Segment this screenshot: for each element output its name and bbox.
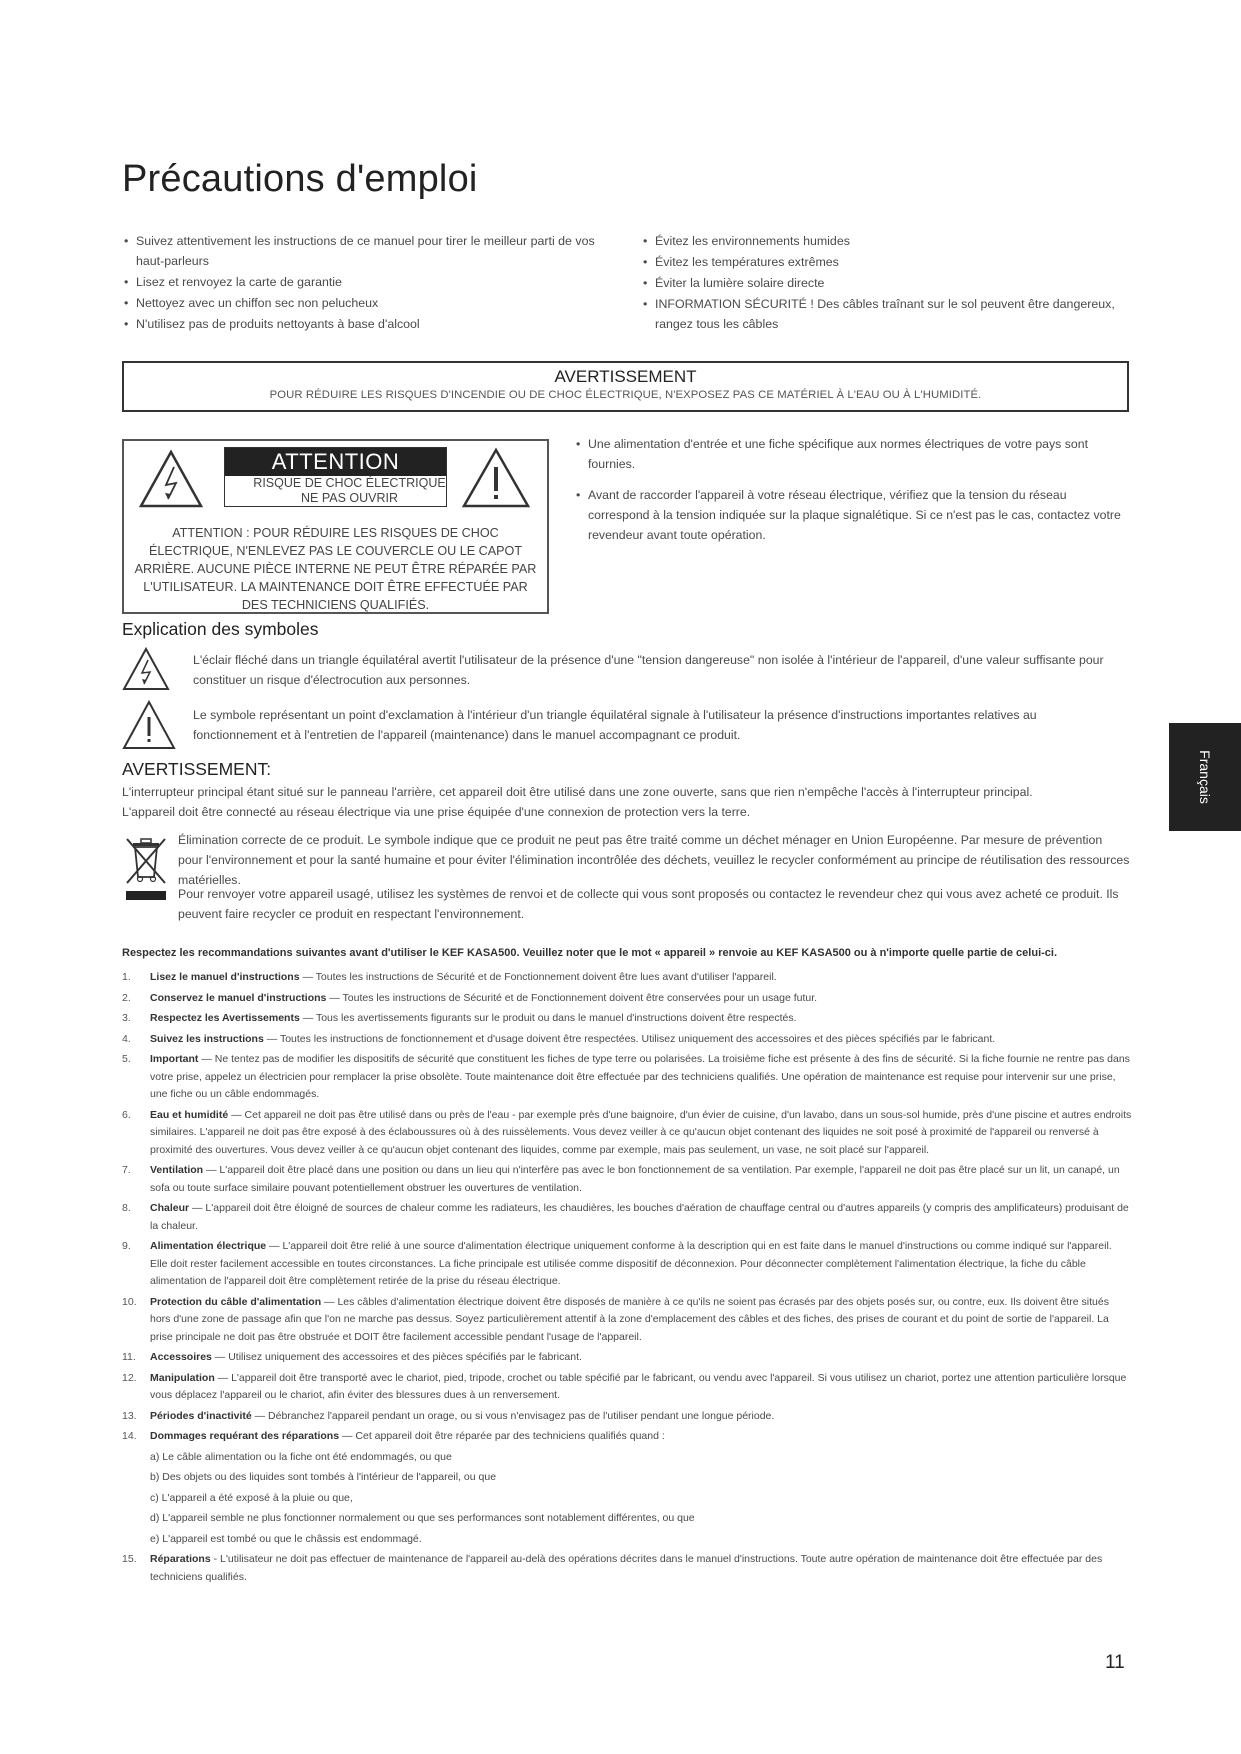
instruction-number: 6. bbox=[122, 1108, 131, 1121]
instruction-item bbox=[122, 1107, 1132, 1160]
instruction-text: — L'appareil doit être relié à une source d'alimentation électrique uniquement conforme à la description qui en est faite dans le manuel d'instructions ou comme indiqué sur l'appareil. Elle doit rester facilement accessible en toutes circonstances. La fiche principale est utilisée comme dispositif de déconnexion. Pour déconnecter complètement l'alimentation électrique, la fiche du câble alimentation de l'appareil doit être complètement retirée de la prise du réseau électrique. bbox=[150, 1240, 1112, 1287]
list-item: • Avant de raccorder l'appareil à votre réseau électrique, vérifiez que la tension du réseau correspond à la tension indiquée sur la plaque signalétique. Si ce n'est pas le cas, contactez votre revendeur avant toute opération. bbox=[574, 485, 1124, 545]
instruction-label: Manipulation bbox=[150, 1371, 215, 1384]
instruction-text: — Ne tentez pas de modifier les dispositifs de sécurité que constituent les fiches de type terre ou polarisées. La troisième fiche est présente à des fins de sécurité. Si la fiche fournie ne rentre pas dans votre prise, appelez un électricien pour remplacer la prise obsolète. Toute maintenance doit être effectuée par des techniciens qualifiés. Une opération de maintenance est requise pour intervenir sur une prise, une fiche ou un câble endommagés. bbox=[150, 1053, 1130, 1100]
attention-header bbox=[224, 447, 447, 507]
instruction-text: — Débranchez l'appareil pendant un orage, ou si vous n'envisagez pas de l'utiliser pendant une longue période. bbox=[251, 1409, 775, 1422]
instruction-number: 14. bbox=[122, 1430, 137, 1442]
top-right-bullets bbox=[641, 231, 1131, 335]
instruction-item bbox=[122, 1162, 1132, 1197]
attention-box bbox=[122, 439, 549, 614]
list-item: • N'utilisez pas de produits nettoyants à base d'alcool bbox=[122, 314, 612, 334]
warning-box-title: AVERTISSEMENT bbox=[554, 367, 697, 386]
instruction-label: Alimentation électrique bbox=[150, 1240, 267, 1252]
instruction-item bbox=[122, 1031, 1132, 1049]
instruction-item bbox=[122, 990, 1132, 1008]
instruction-number: 10. bbox=[122, 1295, 137, 1308]
instruction-label: Protection du câble d'alimentation bbox=[150, 1295, 322, 1308]
instruction-label: Lisez le manuel d'instructions bbox=[150, 971, 300, 983]
instruction-text: — Les câbles d'alimentation électrique doivent être disposés de manière à ce qu'ils ne soient pas écrasés par des objets posés sur, ou contre, eux. Ils doivent être situés hors d'une zone de passage afin que l'on ne marche pas dessus. Soyez particulièrement attentif à la zone d'emplacement des câbles et des fiches, des prises de courant et du point de sortie de l'appareil. La prise principale ne doit pas être obstruée et DOIT être facilement accessible pendant l'usage de l'appareil. bbox=[150, 1295, 1109, 1343]
instruction-number: 2. bbox=[122, 991, 131, 1004]
weee-bin-icon bbox=[124, 835, 168, 901]
instruction-label: Eau et humidité bbox=[150, 1108, 229, 1121]
power-bullets bbox=[574, 434, 1124, 556]
instruction-item bbox=[122, 1428, 1132, 1446]
instruction-text: — L'appareil doit être placé dans une position ou dans un lieu qui n'interfère pas avec le bon fonctionnement de sa ventilation. Par exemple, l'appareil ne doit pas être placé sur un lit, un canapé, un sofa ou toute surface similaire pouvant potentiellement obstruer les ouvertures de ventilation. bbox=[150, 1164, 1120, 1194]
instruction-sub-item: e) L'appareil est tombé ou que le châssis est endommagé. bbox=[150, 1532, 422, 1545]
instruction-text: — Utilisez uniquement des accessoires et des pièces spécifiés par le fabricant. bbox=[211, 1351, 582, 1363]
instruction-item bbox=[122, 1294, 1132, 1347]
instruction-item bbox=[122, 969, 1132, 987]
instruction-item bbox=[122, 1051, 1132, 1104]
instruction-number: 5. bbox=[122, 1053, 131, 1065]
instruction-sub-item: a) Le câble alimentation ou la fiche ont été endommagés, ou que bbox=[150, 1450, 452, 1463]
instruction-text: — L'appareil doit être transporté avec le chariot, pied, tripode, crochet ou table spécifié par le fabricant, ou vendu avec l'appareil. Si vous utilisez un chariot, portez une attention particulière lorsque vous déplacez l'appareil ou le chariot, afin éviter des blessures dues à un renversement. bbox=[150, 1371, 1127, 1401]
instruction-sub-item: b) Des objets ou des liquides sont tombés à l'intérieur de l'appareil, ou que bbox=[150, 1471, 497, 1483]
disposal-para2: Pour renvoyer votre appareil usagé, utilisez les systèmes de renvoi et de collecte qui vous sont proposés ou contactez le revendeur chez qui vous avez acheté ce produit. Ils peuvent faire recycler ce produit en respectant l'environnement. bbox=[178, 887, 1119, 921]
warning2-line2: L'appareil doit être connecté au réseau électrique via une prise équipée d'une connexion de protection vers la terre. bbox=[122, 805, 751, 819]
attention-sub2: NE PAS OUVRIR bbox=[300, 491, 398, 505]
list-item: • Une alimentation d'entrée et une fiche spécifique aux normes électriques de votre pays sont fournies. bbox=[574, 434, 1124, 474]
disposal-para1: Élimination correcte de ce produit. Le symbole indique que ce produit ne peut pas être traité comme un déchet ménager en Union Européenne. Par mesure de prévention pour l'environnement et pour la santé humaine et pour éviter l'élimination incontrôlée des déchets, veuillez le recycler conformément au principe de réutilisation des ressources matérielles. bbox=[178, 833, 1130, 887]
instruction-label: Important bbox=[150, 1053, 199, 1065]
exclamation-triangle-icon bbox=[461, 447, 531, 509]
instruction-label: Conservez le manuel d'instructions bbox=[150, 991, 327, 1004]
safety-instructions-list bbox=[122, 969, 1132, 1589]
page-number: 11 bbox=[1105, 1652, 1125, 1673]
instruction-number: 13. bbox=[122, 1409, 137, 1422]
instruction-sub-item: d) L'appareil semble ne plus fonctionner normalement ou que ses performances sont notablement différentes, ou que bbox=[150, 1512, 695, 1524]
instruction-text: — L'appareil doit être éloigné de sources de chaleur comme les radiateurs, les chaudières, les bouches d'aération de chauffage central ou d'autres appareils (y compris des amplificateurs) produisant de la chaleur. bbox=[150, 1202, 1129, 1232]
instruction-label: Chaleur bbox=[150, 1202, 190, 1214]
instruction-text: — Cet appareil ne doit pas être utilisé dans ou près de l'eau - par exemple près d'une baignoire, d'un évier de cuisine, d'un lavabo, dans un sous-sol humide, près d'une piscine et autres endroits similaires. L'appareil ne doit pas être exposé à des éclaboussures où à des ruissèlements. Vous devez veiller à ce qu'aucun objet contenant des liquides ne soit posé à proximité de l'appareil ou renversé à proximité des ouvertures. Vous devez veiller à ce qu'aucun objet contenant des liquides, comme par exemple, mais pas seulement, un vase, ne soit placé sur l'appareil. bbox=[150, 1108, 1132, 1156]
instruction-label: Ventilation bbox=[150, 1164, 204, 1176]
instruction-label: Accessoires bbox=[150, 1351, 212, 1363]
instruction-label: Respectez les Avertissements bbox=[150, 1012, 300, 1024]
attention-title: ATTENTION bbox=[225, 448, 446, 476]
instruction-sub-item: c) L'appareil a été exposé à la pluie ou que, bbox=[150, 1491, 353, 1504]
warning-box bbox=[122, 361, 1129, 412]
instruction-text: — Tous les avertissements figurants sur le produit ou dans le manuel d'instructions doivent être respectés. bbox=[299, 1012, 797, 1024]
instruction-label: Réparations bbox=[150, 1553, 211, 1565]
lightning-symbol-icon bbox=[121, 646, 171, 692]
instruction-number: 1. bbox=[122, 971, 131, 983]
instruction-number: 3. bbox=[122, 1012, 131, 1024]
instruction-number: 9. bbox=[122, 1240, 131, 1252]
instruction-text: — Toutes les instructions de fonctionnement et d'usage doivent être respectées. Utilisez uniquement des accessoires et des pièces spécifiés par le fabricant. bbox=[263, 1032, 996, 1045]
instruction-label: Périodes d'inactivité bbox=[150, 1409, 252, 1422]
warning2-line1: L'interrupteur principal étant situé sur le panneau l'arrière, cet appareil doit être utilisé dans une zone ouverte, sans que rien n'empêche l'accès à l'interrupteur principal. bbox=[122, 785, 1033, 799]
instruction-item bbox=[122, 1551, 1132, 1586]
instruction-number: 8. bbox=[122, 1202, 131, 1214]
instruction-item bbox=[122, 1370, 1132, 1405]
instruction-text: — Toutes les instructions de Sécurité et de Fonctionnement doivent être lues avant d'utiliser l'appareil. bbox=[299, 971, 777, 983]
list-item: • Lisez et renvoyez la carte de garantie bbox=[122, 272, 612, 292]
instruction-number: 7. bbox=[122, 1164, 131, 1176]
list-item: • INFORMATION SÉCURITÉ ! Des câbles traînant sur le sol peuvent être dangereux, rangez tous les câbles bbox=[641, 294, 1131, 334]
instruction-text: — Toutes les instructions de Sécurité et de Fonctionnement doivent être conservées pour un usage futur. bbox=[326, 991, 818, 1004]
list-item: • Évitez les températures extrêmes bbox=[641, 252, 1131, 272]
warning-box-text: POUR RÉDUIRE LES RISQUES D'INCENDIE OU DE CHOC ÉLECTRIQUE, N'EXPOSEZ PAS CE MATÉRIEL À L'EAU OU À L'HUMIDITÉ. bbox=[269, 389, 982, 401]
list-item: • Éviter la lumière solaire directe bbox=[641, 273, 1131, 293]
instruction-item bbox=[122, 1238, 1132, 1291]
list-item: • Évitez les environnements humides bbox=[641, 231, 1131, 251]
attention-body: ATTENTION : POUR RÉDUIRE LES RISQUES DE CHOC ÉLECTRIQUE, N'ENLEVEZ PAS LE COUVERCLE OU LE CAPOT ARRIÈRE. AUCUNE PIÈCE INTERNE NE PEUT ÊTRE RÉPARÉE PAR L'UTILISATEUR. LA MAINTENANCE DOIT ÊTRE EFFECTUÉE PAR DES TECHNICIENS QUALIFIÉS. bbox=[134, 526, 537, 612]
attention-sub1: RISQUE DE CHOC ÉLECTRIQUE bbox=[253, 476, 446, 490]
lightning-triangle-icon bbox=[138, 449, 204, 509]
instruction-item bbox=[122, 1349, 1132, 1367]
instruction-number: 11. bbox=[122, 1351, 136, 1363]
instruction-text: — Cet appareil doit être réparée par des techniciens qualifiés quand : bbox=[339, 1430, 665, 1442]
instruction-label: Dommages requérant des réparations bbox=[150, 1430, 340, 1442]
instruction-item bbox=[122, 1408, 1132, 1426]
instruction-number: 4. bbox=[122, 1032, 131, 1045]
lightning-explanation: L'éclair fléché dans un triangle équilatéral avertit l'utilisateur de la présence d'une "tension dangereuse" non isolée à l'intérieur de l'appareil, d'une valeur suffisante pour constituer un risque d'électrocution aux personnes. bbox=[193, 653, 1104, 687]
top-left-bullets bbox=[122, 231, 612, 335]
exclamation-symbol-icon bbox=[121, 699, 177, 751]
list-item: • Suivez attentivement les instructions de ce manuel pour tirer le meilleur parti de vos haut-parleurs bbox=[122, 231, 612, 271]
instruction-item bbox=[122, 1200, 1132, 1235]
instruction-item bbox=[122, 1010, 1132, 1028]
language-tab[interactable] bbox=[1169, 723, 1241, 831]
instruction-label: Suivez les instructions bbox=[150, 1032, 264, 1045]
exclamation-explanation: Le symbole représentant un point d'exclamation à l'intérieur d'un triangle équilatéral signale à l'utilisateur la présence d'instructions importantes relatives au fonctionnement et à l'entretien de l'appareil (maintenance) dans le manuel accompagnant ce produit. bbox=[193, 708, 1037, 742]
symbols-heading: Explication des symboles bbox=[122, 619, 319, 639]
instruction-text: - L'utilisateur ne doit pas effectuer de maintenance de l'appareil au-delà des opérations décrites dans le manuel d'instructions. Toute autre opération de maintenance doit être effectuée par des techniciens qualifiés. bbox=[150, 1553, 1103, 1583]
list-item: • Nettoyez avec un chiffon sec non pelucheux bbox=[122, 293, 612, 313]
instruction-number: 15. bbox=[122, 1553, 137, 1565]
warning2-heading: AVERTISSEMENT: bbox=[122, 759, 272, 779]
instruction-number: 12. bbox=[122, 1371, 137, 1384]
safety-intro: Respectez les recommandations suivantes avant d'utiliser le KEF KASA500. Veuillez noter que le mot « appareil » renvoie au KEF KASA500 ou à n'importe quelle partie de celui-ci. bbox=[122, 947, 1058, 959]
language-tab-label: Français bbox=[1197, 750, 1213, 804]
page-title: Précautions d'emploi bbox=[122, 158, 478, 200]
